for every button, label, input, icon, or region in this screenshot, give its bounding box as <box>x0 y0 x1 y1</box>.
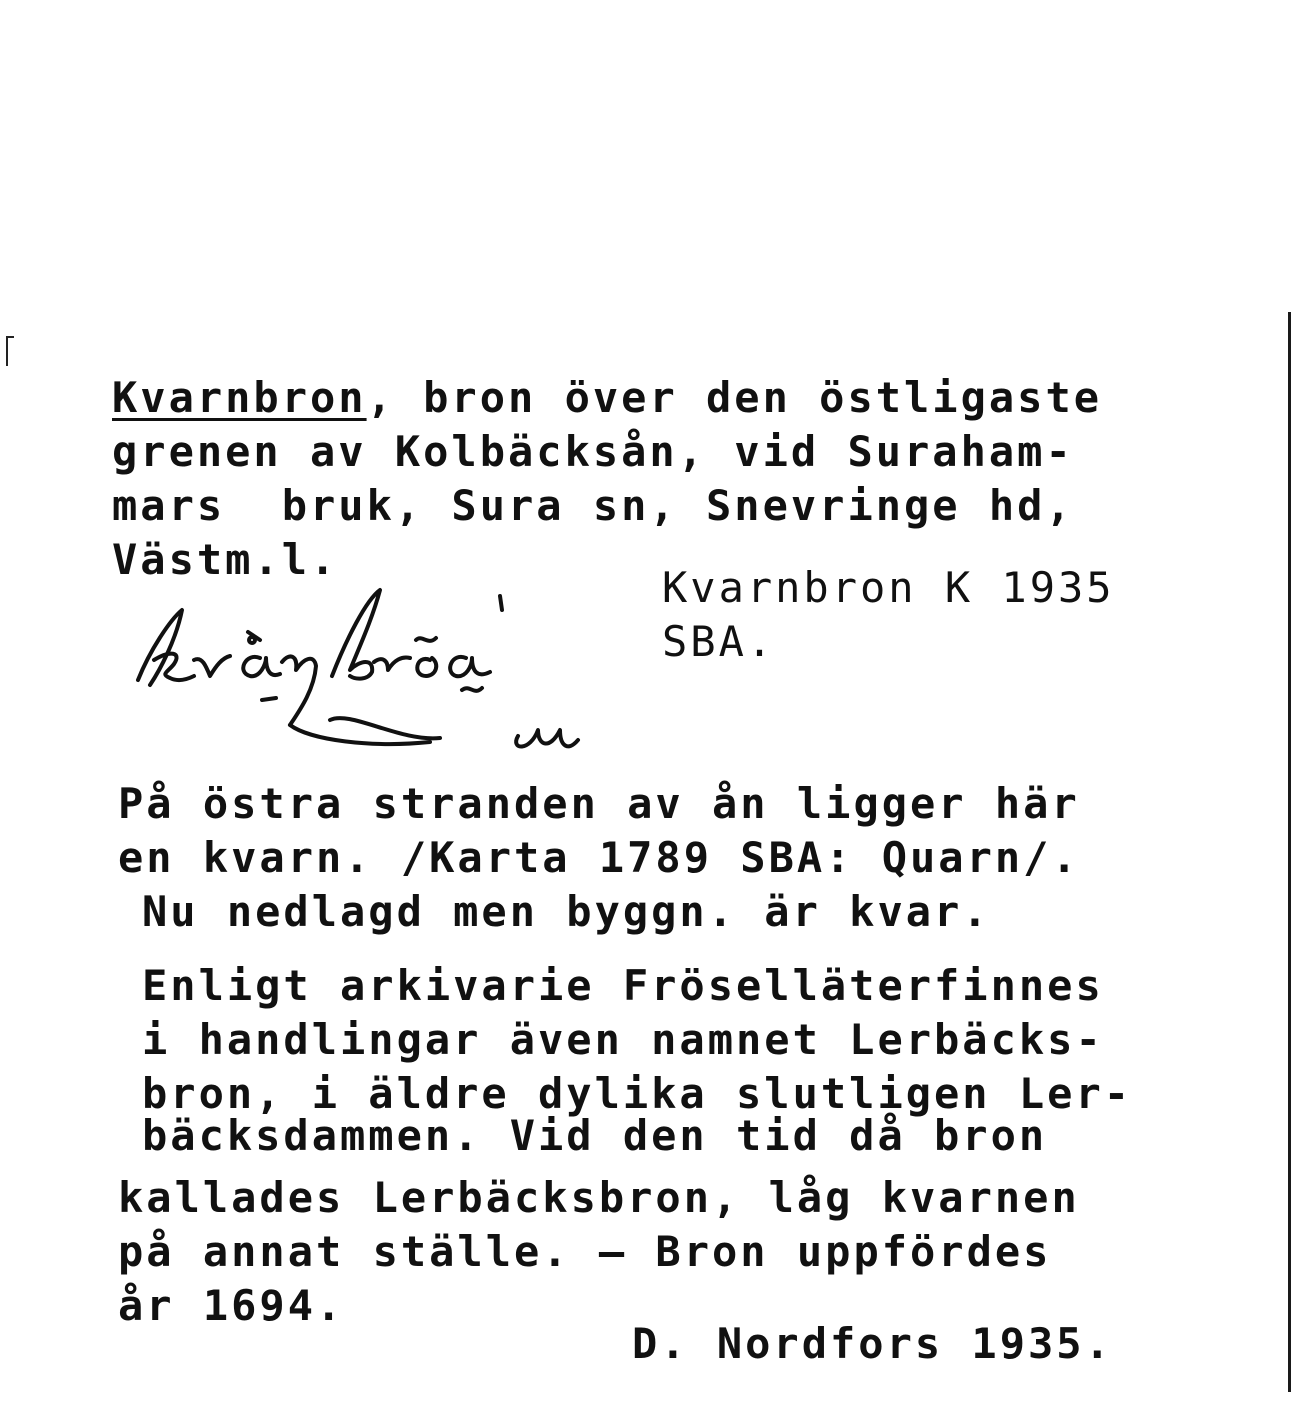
entry-first-line-rest: , bron över den östligaste <box>366 373 1103 422</box>
note-line-2: en kvarn. /Karta 1789 SBA: Quarn/. <box>118 833 1080 882</box>
entry-line-2: grenen av Kolbäcksån, vid Suraham- <box>112 427 1074 476</box>
source-ref-line-2: SBA. <box>662 617 776 666</box>
card-edge-line-right <box>1288 312 1291 1392</box>
entry-line-3: mars bruk, Sura sn, Snevringe hd, <box>112 481 1074 530</box>
entry-first-line <box>112 372 1102 424</box>
entry-headword: Kvarnbron <box>112 373 367 422</box>
author-signature: D. Nordfors 1935. <box>632 1319 1113 1368</box>
archive-note-line-1: Enligt arkivarie Fröselläterfinnes <box>142 961 1104 1010</box>
handwritten-pronunciation <box>110 580 590 770</box>
source-ref-line-1: Kvarnbron K 1935 <box>662 563 1115 612</box>
archive-note-line-2: i handlingar även namnet Lerbäcks- <box>142 1015 1104 1064</box>
entry-line-4: Västm.l. <box>112 535 339 584</box>
archive-note-line-4: bäcksdammen. Vid den tid då bron <box>142 1111 1048 1160</box>
note-line-3: Nu nedlagd men byggn. är kvar. <box>142 887 991 936</box>
history-line-1: kallades Lerbäcksbron, låg kvarnen <box>118 1173 1080 1222</box>
history-line-3: år 1694. <box>118 1281 345 1330</box>
card-edge-mark-left <box>6 336 8 366</box>
note-line-1: På östra stranden av ån ligger här <box>118 779 1080 828</box>
card-edge-tick-left <box>6 336 14 338</box>
history-line-2: på annat ställe. – Bron uppfördes <box>118 1227 1052 1276</box>
archive-note-line-3: bron, i äldre dylika slutligen Ler- <box>142 1069 1133 1118</box>
